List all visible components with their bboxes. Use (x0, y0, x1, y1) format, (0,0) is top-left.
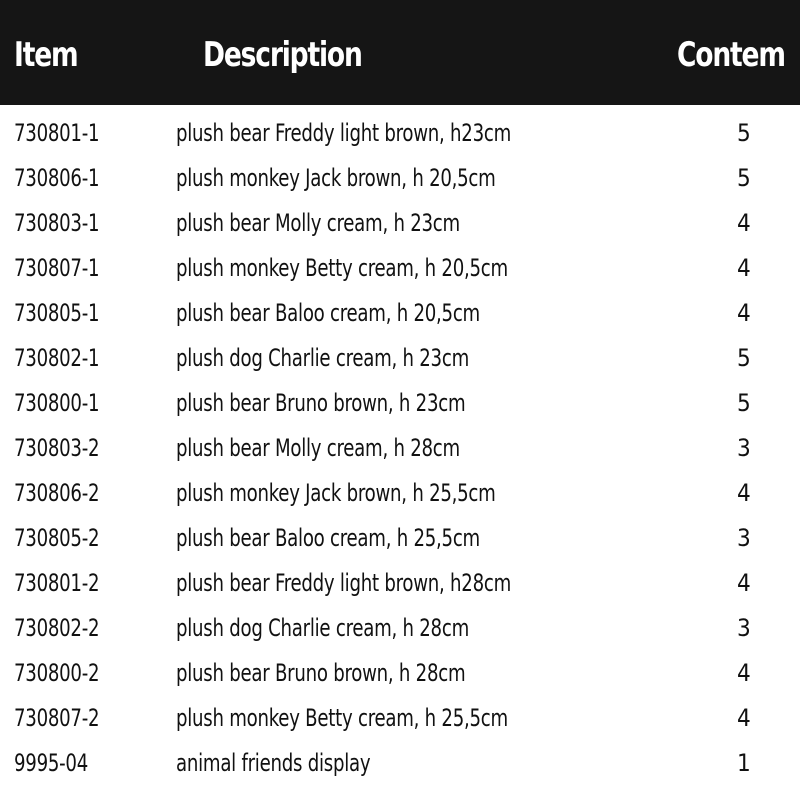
table-row (0, 607, 800, 652)
table-row (0, 652, 800, 697)
item-code: 730806-1 (14, 164, 100, 192)
table-row (0, 157, 800, 202)
item-quantity: 5 (737, 119, 751, 147)
item-quantity: 4 (737, 704, 751, 732)
table-row (0, 112, 800, 157)
item-code: 730805-2 (14, 524, 100, 552)
item-quantity: 1 (737, 749, 751, 777)
item-quantity: 3 (737, 614, 751, 642)
item-quantity: 5 (737, 344, 751, 372)
item-quantity: 4 (737, 479, 751, 507)
table-row (0, 247, 800, 292)
table-row (0, 742, 800, 787)
item-quantity: 3 (737, 434, 751, 462)
item-code: 730802-1 (14, 344, 100, 372)
item-description: plush bear Bruno brown, h 23cm (176, 389, 466, 417)
item-code: 730803-1 (14, 209, 100, 237)
item-code: 730807-2 (14, 704, 100, 732)
item-description: animal friends display (176, 749, 371, 777)
header-quantity: Contem (677, 35, 785, 75)
item-description: plush bear Molly cream, h 23cm (176, 209, 460, 237)
item-quantity: 5 (737, 389, 751, 417)
table-row (0, 337, 800, 382)
table-row (0, 292, 800, 337)
item-description: plush bear Baloo cream, h 25,5cm (176, 524, 480, 552)
item-quantity: 3 (737, 524, 751, 552)
item-code: 730802-2 (14, 614, 100, 642)
table-row (0, 472, 800, 517)
item-code: 730800-1 (14, 389, 100, 417)
item-quantity: 4 (737, 299, 751, 327)
item-description: plush monkey Betty cream, h 20,5cm (176, 254, 508, 282)
item-description: plush bear Freddy light brown, h28cm (176, 569, 512, 597)
item-description: plush bear Baloo cream, h 20,5cm (176, 299, 480, 327)
item-description: plush monkey Betty cream, h 25,5cm (176, 704, 508, 732)
item-code: 9995-04 (14, 749, 89, 777)
item-description: plush monkey Jack brown, h 20,5cm (176, 164, 496, 192)
item-quantity: 4 (737, 569, 751, 597)
item-code: 730805-1 (14, 299, 100, 327)
item-code: 730803-2 (14, 434, 100, 462)
table-row (0, 382, 800, 427)
table-body (0, 112, 800, 787)
item-quantity: 4 (737, 659, 751, 687)
item-code: 730807-1 (14, 254, 100, 282)
table-row (0, 427, 800, 472)
item-description: plush bear Freddy light brown, h23cm (176, 119, 512, 147)
item-code: 730801-1 (14, 119, 100, 147)
header-description: Description (203, 35, 362, 75)
item-description: plush monkey Jack brown, h 25,5cm (176, 479, 496, 507)
item-quantity: 4 (737, 254, 751, 282)
item-description: plush bear Molly cream, h 28cm (176, 434, 460, 462)
table-row (0, 517, 800, 562)
item-quantity: 5 (737, 164, 751, 192)
item-description: plush dog Charlie cream, h 23cm (176, 344, 469, 372)
item-code: 730800-2 (14, 659, 100, 687)
item-quantity: 4 (737, 209, 751, 237)
table-row (0, 202, 800, 247)
item-code: 730801-2 (14, 569, 100, 597)
item-code: 730806-2 (14, 479, 100, 507)
table-row (0, 697, 800, 742)
table-row (0, 562, 800, 607)
item-description: plush dog Charlie cream, h 28cm (176, 614, 469, 642)
table-header (0, 0, 800, 105)
header-item: Item (14, 35, 78, 75)
item-description: plush bear Bruno brown, h 28cm (176, 659, 466, 687)
